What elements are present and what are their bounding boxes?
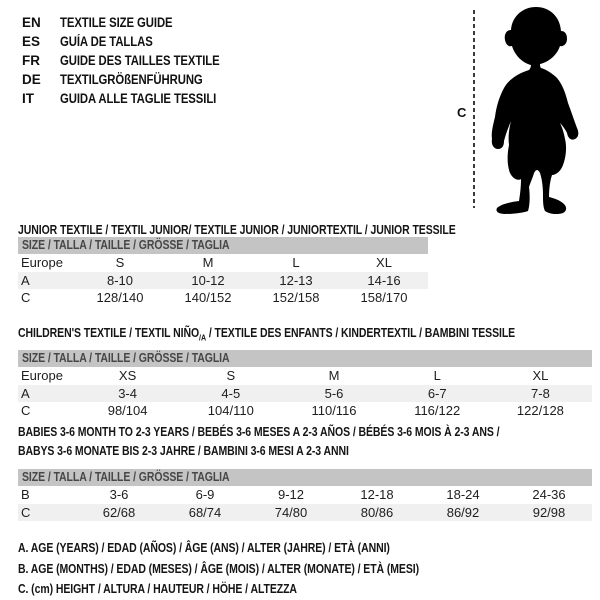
babies-table-title [18,423,591,461]
table-row [18,504,592,522]
table-row [18,289,428,307]
table-cell: 14-16 [367,272,401,288]
footnote-a [18,538,495,559]
lang-title: TEXTILGRÖßENFÜHRUNG [60,72,203,87]
babies-table [18,469,592,521]
junior-table [18,237,428,307]
table-cell: 110/116 [311,403,357,418]
table-cell: 6-7 [427,385,447,401]
table-cell: 86/92 [446,504,480,520]
footnotes [18,538,495,600]
table-cell: L [292,255,300,270]
table-cell: 3-6 [109,487,129,502]
lang-code: EN [22,15,41,30]
table-cell: 18-24 [446,487,480,502]
table-cell: L [433,368,441,383]
table-cell: 6-9 [195,487,215,502]
size-header-text: SIZE / TALLA / TAILLE / GRÖSSE / TAGLIA [22,238,230,252]
table-cell: 158/170 [360,290,408,305]
table-cell: 4-5 [221,385,241,401]
row-label: B [21,487,30,502]
children-table-header [18,350,592,367]
table-row [18,367,592,385]
table-row [18,254,428,272]
junior-table-header [18,237,428,254]
row-label: A [21,385,30,401]
table-row [18,402,592,420]
table-cell: XL [376,255,392,270]
footnote-b [18,559,495,580]
footnote-b-text: B. AGE (MONTHS) / EDAD (MESES) / ÂGE (MOIS) / ALTER (MONATE) / ETÀ (MESI) [18,561,420,576]
table-cell: 140/152 [184,290,232,305]
table-cell: 92/98 [532,504,566,520]
babies-title-line1: BABIES 3-6 MONTH TO 2-3 YEARS / BEBÉS 3-6 MESES A 2-3 AÑOS / BÉBÉS 3-6 MOIS À 2-3 ANS / [18,425,500,439]
table-cell: 80/86 [360,504,394,520]
lang-row-es [22,32,250,51]
children-title-suffix: / TEXTILE DES ENFANTS / KINDERTEXTIL / BAMBINI TESSILE [206,326,516,340]
row-label: C [21,403,31,418]
table-cell: 68/74 [188,504,222,520]
lang-title: TEXTILE SIZE GUIDE [60,15,173,30]
table-cell: 128/140 [96,290,144,305]
table-cell: 62/68 [102,504,136,520]
table-cell: 104/110 [207,403,254,418]
lang-code: DE [22,72,41,87]
lang-code: FR [22,53,40,68]
table-cell: XL [532,368,549,383]
row-label: A [21,272,30,288]
children-table-title-text [18,324,515,348]
table-cell: 10-12 [191,272,225,288]
lang-code: ES [22,34,41,49]
table-cell: 9-12 [277,487,305,502]
table-cell: 152/158 [272,290,320,305]
lang-code: IT [22,91,34,106]
row-label: C [21,504,31,520]
row-label: Europe [21,255,63,270]
table-cell: S [226,368,236,383]
children-title-prefix: CHILDREN'S TEXTILE / TEXTIL NIÑO [18,326,200,340]
table-cell: XS [118,368,137,383]
height-reference-dashed-line [473,10,475,208]
size-header-text: SIZE / TALLA / TAILLE / GRÖSSE / TAGLIA [22,351,230,365]
lang-row-fr [22,51,250,70]
children-table-title [18,324,600,348]
table-row [18,385,592,403]
lang-title: GUIDE DES TAILLES TEXTILE [60,53,220,68]
lang-row-it [22,89,250,108]
table-row [18,272,428,290]
table-cell: S [115,255,125,270]
table-cell: 74/80 [274,504,308,520]
table-cell: M [202,255,214,270]
row-label: C [21,290,31,305]
size-header-text: SIZE / TALLA / TAILLE / GRÖSSE / TAGLIA [22,470,230,484]
table-cell: 12-13 [279,272,313,288]
table-cell: 122/128 [516,403,564,418]
footnote-a-text: A. AGE (YEARS) / EDAD (AÑOS) / ÂGE (ANS) / ALTER (JAHRE) / ETÀ (ANNI) [18,541,390,555]
table-cell: M [328,368,340,383]
table-cell: 7-8 [531,385,550,401]
table-cell: 8-10 [106,272,134,288]
table-cell: 3-4 [118,385,137,401]
table-cell: 116/122 [414,403,461,418]
lang-row-de [22,70,250,89]
language-legend [22,13,250,108]
lang-row-en [22,13,250,32]
table-cell: 5-6 [324,385,344,401]
children-title-subscript: /A [199,332,207,343]
babies-title-line2: BABYS 3-6 MONATE BIS 2-3 JAHRE / BAMBINI 3-6 MESI A 2-3 ANNI [18,444,349,458]
table-row [18,486,592,504]
children-table [18,350,592,420]
footnote-c-text: C. (cm) HEIGHT / ALTURA / HAUTEUR / HÖHE / ALTEZZA [18,582,297,596]
table-cell: 98/104 [107,403,148,418]
table-cell: 12-18 [360,487,394,502]
table-cell: 24-36 [532,487,566,502]
toddler-silhouette-icon [483,5,583,215]
footnote-c [18,579,495,600]
babies-table-header [18,469,592,486]
lang-title: GUÍA DE TALLAS [60,34,153,49]
height-measure-label: C [457,105,467,120]
junior-table-title-text: JUNIOR TEXTILE / TEXTIL JUNIOR/ TEXTILE JUNIOR / JUNIORTEXTIL / JUNIOR TESSILE [18,223,456,237]
lang-title: GUIDA ALLE TAGLIE TESSILI [60,91,217,106]
row-label: Europe [21,368,63,383]
